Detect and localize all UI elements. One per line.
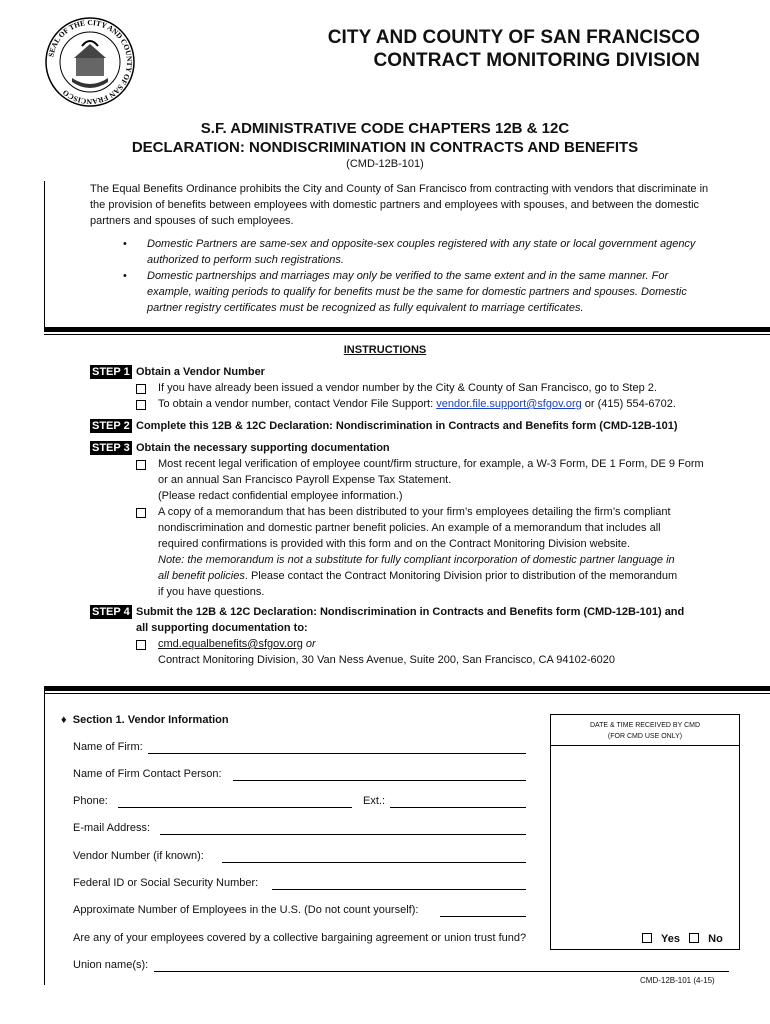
federal-id-field[interactable]: [272, 889, 526, 890]
section-divider: [44, 334, 770, 335]
vendor-support-email-link[interactable]: vendor.file.support@sfgov.org: [436, 398, 582, 410]
agency-name: CITY AND COUNTY OF SAN FRANCISCO: [327, 27, 700, 48]
section-divider: [44, 693, 770, 694]
employee-count-label: Approximate Number of Employees in the U.S. (Do not count yourself):: [73, 904, 419, 916]
contact-person-label: Name of Firm Contact Person:: [73, 768, 222, 780]
step-1-checkbox-2[interactable]: [136, 400, 146, 410]
firm-name-label: Name of Firm:: [73, 741, 143, 753]
email-label: E-mail Address:: [73, 822, 151, 834]
equal-benefits-email-link[interactable]: cmd.equalbenefits@sfgov.org: [158, 638, 303, 650]
step-4-address: Contract Monitoring Division, 30 Van Ness Avenue, Suite 200, San Francisco, CA 94102-6020: [158, 654, 615, 666]
step-3-item-1-line-1: Most recent legal verification of employee count/firm structure, for example, a W-3 Form, DE 1 Form, DE 9 Form: [158, 458, 704, 470]
step-3-note-emphasis: all benefit policies: [158, 570, 245, 582]
step-3-item-1-line-3: (Please redact confidential employee information.): [158, 490, 403, 502]
step-3-checkbox-2[interactable]: [136, 508, 146, 518]
form-code: (CMD-12B-101): [346, 158, 424, 170]
step-3-note-line-2: [158, 568, 743, 584]
step-4-badge: STEP 4: [92, 606, 130, 618]
city-seal-logo: [44, 16, 136, 108]
diamond-icon: ♦: [61, 714, 67, 726]
phone-label: Phone:: [73, 795, 108, 807]
step-1-item-1: If you have already been issued a vendor number by the City & County of San Francisco, go to Step 2.: [158, 382, 657, 394]
firm-name-field[interactable]: [148, 753, 526, 754]
section-1-heading: [61, 714, 229, 726]
cmd-received-stamp-box: [550, 714, 740, 950]
list-item: • Domestic partnerships and marriages may only be verified to the same extent and in the same manner. For example, waiting periods to qualify for benefits must be the same for domestic partners and spouses. Domestic partner registry certificates must be recognized as fully equivalent to marriage certificates.: [118, 268, 708, 316]
form-title-line1: S.F. ADMINISTRATIVE CODE CHAPTERS 12B & 12C: [200, 120, 570, 137]
employee-count-field[interactable]: [440, 916, 526, 917]
contact-person-field[interactable]: [233, 780, 526, 781]
step-4-title-line-1: Submit the 12B & 12C Declaration: Nondiscrimination in Contracts and Benefits form (CMD-12B-101) and: [136, 606, 685, 618]
union-yes-checkbox[interactable]: [642, 933, 652, 943]
email-field[interactable]: [160, 834, 526, 835]
step-1-title: Obtain a Vendor Number: [136, 366, 265, 378]
vendor-number-field[interactable]: [222, 862, 526, 863]
step-1-item-2: [158, 396, 743, 412]
instructions-heading: INSTRUCTIONS: [343, 344, 427, 356]
step-3-item-2-line-2: nondiscrimination and domestic partner benefit policies. An example of a memorandum that includes all: [158, 522, 661, 534]
step-1-item-2-text: To obtain a vendor number, contact Vendor File Support:: [158, 398, 437, 410]
ext-field[interactable]: [390, 807, 526, 808]
union-no-label: No: [708, 933, 723, 945]
step-1-item-2-phone: or (415) 554-6702.: [581, 398, 676, 410]
step-2-badge: STEP 2: [92, 420, 130, 432]
section-1-title: Section 1. Vendor Information: [72, 714, 229, 726]
step-3-badge: STEP 3: [92, 442, 130, 454]
union-yes-label: Yes: [661, 933, 680, 945]
step-2-title: Complete this 12B & 12C Declaration: Nondiscrimination in Contracts and Benefits form (CMD-12B-101): [136, 420, 678, 432]
step-3-note-text: . Please contact the Contract Monitoring Division prior to distribution of the memorandum: [244, 570, 678, 582]
stamp-box-line-2: (FOR CMD USE ONLY): [607, 733, 683, 740]
union-names-field[interactable]: [154, 971, 729, 972]
left-margin-line: [44, 687, 45, 985]
intro-paragraph: The Equal Benefits Ordinance prohibits the City and County of San Francisco from contracting with vendors that discriminate in the provision of benefits between employees with domestic partners and employees with spouses, and between the domestic partners and spouses of such employees.: [90, 183, 709, 227]
section-divider: [44, 327, 770, 332]
division-name: CONTRACT MONITORING DIVISION: [373, 50, 700, 71]
step-3-item-2-line-1: A copy of a memorandum that has been distributed to your firm’s employees detailing the firm’s compliant: [158, 506, 671, 518]
stamp-box-divider: [551, 745, 739, 746]
step-3-note-line-3: if you have questions.: [158, 586, 265, 598]
stamp-box-line-1: DATE & TIME RECEIVED BY CMD: [589, 722, 701, 729]
step-4-checkbox[interactable]: [136, 640, 146, 650]
step-1-badge: STEP 1: [92, 366, 130, 378]
stamp-box-title: [551, 720, 739, 742]
list-item: • Domestic Partners are same-sex and opposite-sex couples registered with any state or local government agency authorized to perform such registrations.: [118, 236, 708, 268]
vendor-number-label: Vendor Number (if known):: [73, 850, 204, 862]
ext-label: Ext.:: [363, 795, 386, 807]
union-question: Are any of your employees covered by a collective bargaining agreement or union trust fund?: [73, 932, 527, 944]
union-names-label: Union name(s):: [73, 959, 149, 971]
step-3-item-2-line-3: required confirmations is provided with this form and on the Contract Monitoring Division website.: [158, 538, 630, 550]
step-4-title-line-2: all supporting documentation to:: [136, 622, 308, 634]
step-3-checkbox-1[interactable]: [136, 460, 146, 470]
step-4-or: or: [302, 638, 316, 650]
union-yes-no: [642, 933, 723, 945]
form-title-line2: DECLARATION: NONDISCRIMINATION IN CONTRACTS AND BENEFITS: [131, 139, 639, 156]
section-divider: [44, 686, 770, 691]
step-3-item-1-line-2: or an annual San Francisco Payroll Expense Tax Statement.: [158, 474, 452, 486]
step-3-note-line-1: Note: the memorandum is not a substitute for fully compliant incorporation of domestic partner language in: [158, 554, 675, 566]
step-3-title: Obtain the necessary supporting documentation: [136, 442, 390, 454]
federal-id-label: Federal ID or Social Security Number:: [73, 877, 259, 889]
left-margin-line: [44, 181, 45, 329]
phone-field[interactable]: [118, 807, 352, 808]
svg-text:SEAL OF THE CITY AND COUNTY OF: SEAL OF THE CITY AND COUNTY OF SAN FRANCISCO: [46, 17, 135, 107]
step-4-email-line: [158, 636, 743, 652]
union-no-checkbox[interactable]: [689, 933, 699, 943]
step-1-checkbox-1[interactable]: [136, 384, 146, 394]
definitions-list: [118, 236, 708, 316]
form-revision-code: CMD-12B-101 (4-15): [640, 976, 715, 985]
